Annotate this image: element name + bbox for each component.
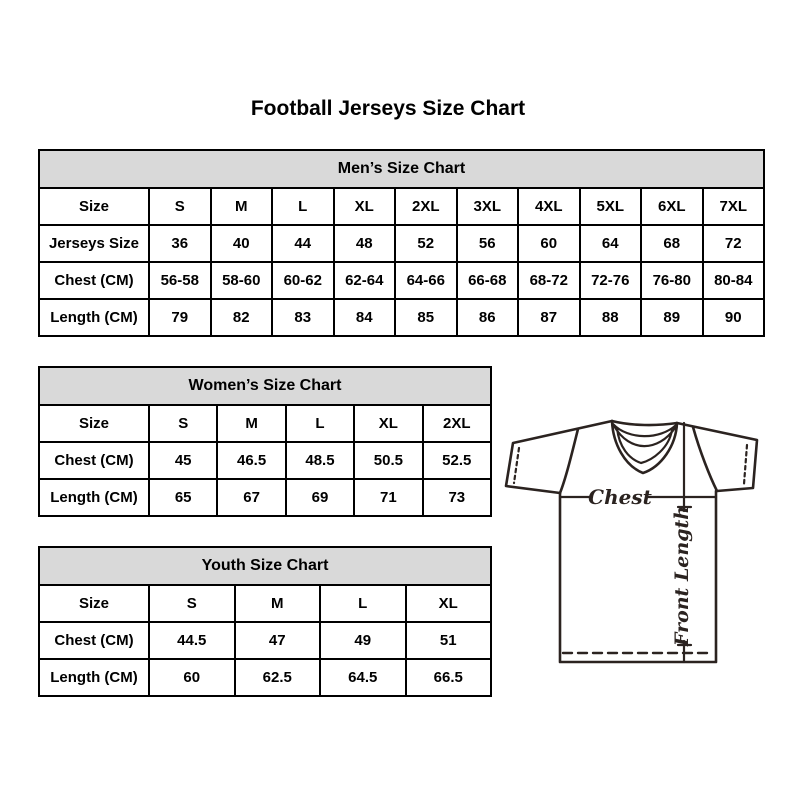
row-label-cell: Jerseys Size xyxy=(39,225,149,262)
value-cell: 2XL xyxy=(423,405,491,442)
value-cell: XL xyxy=(406,585,492,622)
row-label-cell: Chest (CM) xyxy=(39,262,149,299)
chest-label: Chest xyxy=(588,485,652,509)
mens-size-table xyxy=(38,149,765,337)
value-cell: 67 xyxy=(217,479,285,516)
left-cuff-dashed-line xyxy=(514,448,519,483)
value-cell: 72-76 xyxy=(580,262,642,299)
value-cell: 58-60 xyxy=(211,262,273,299)
value-cell: M xyxy=(217,405,285,442)
value-cell: 65 xyxy=(149,479,217,516)
value-cell: 40 xyxy=(211,225,273,262)
value-cell: 46.5 xyxy=(217,442,285,479)
value-cell: 82 xyxy=(211,299,273,336)
row-label-cell: Length (CM) xyxy=(39,479,149,516)
table-row xyxy=(39,405,491,442)
value-cell: 86 xyxy=(457,299,519,336)
value-cell: 66-68 xyxy=(457,262,519,299)
row-label-cell: Chest (CM) xyxy=(39,622,149,659)
value-cell: 4XL xyxy=(518,188,580,225)
value-cell: 6XL xyxy=(641,188,703,225)
left-sleeve-outline xyxy=(506,421,612,493)
value-cell: XL xyxy=(334,188,396,225)
value-cell: 47 xyxy=(235,622,321,659)
table-header-cell: Youth Size Chart xyxy=(39,547,491,585)
value-cell: 72 xyxy=(703,225,765,262)
row-label-cell: Length (CM) xyxy=(39,299,149,336)
value-cell: 56 xyxy=(457,225,519,262)
value-cell: L xyxy=(272,188,334,225)
value-cell: 85 xyxy=(395,299,457,336)
value-cell: 64-66 xyxy=(395,262,457,299)
value-cell: 79 xyxy=(149,299,211,336)
value-cell: 45 xyxy=(149,442,217,479)
value-cell: 88 xyxy=(580,299,642,336)
value-cell: L xyxy=(286,405,354,442)
table-header-cell: Women’s Size Chart xyxy=(39,367,491,405)
table-header-cell: Men’s Size Chart xyxy=(39,150,764,188)
table-row xyxy=(39,622,491,659)
table-row xyxy=(39,299,764,336)
value-cell: 89 xyxy=(641,299,703,336)
table-row xyxy=(39,442,491,479)
value-cell: 87 xyxy=(518,299,580,336)
left-armhole-seam xyxy=(560,429,578,493)
value-cell: 66.5 xyxy=(406,659,492,696)
value-cell: 48 xyxy=(334,225,396,262)
value-cell: S xyxy=(149,188,211,225)
table-row xyxy=(39,188,764,225)
value-cell: 83 xyxy=(272,299,334,336)
right-armhole-seam xyxy=(693,427,717,491)
value-cell: 2XL xyxy=(395,188,457,225)
value-cell: 68-72 xyxy=(518,262,580,299)
value-cell: 52.5 xyxy=(423,442,491,479)
value-cell: 44.5 xyxy=(149,622,235,659)
page-title: Football Jerseys Size Chart xyxy=(250,97,526,120)
value-cell: 71 xyxy=(354,479,422,516)
value-cell: 64 xyxy=(580,225,642,262)
value-cell: 60-62 xyxy=(272,262,334,299)
table-row xyxy=(39,659,491,696)
table-header-row xyxy=(39,367,491,405)
value-cell: 69 xyxy=(286,479,354,516)
front-length-label: Front Length xyxy=(671,505,693,647)
womens-size-table xyxy=(38,366,492,517)
row-label-cell: Chest (CM) xyxy=(39,442,149,479)
value-cell: 7XL xyxy=(703,188,765,225)
value-cell: L xyxy=(320,585,406,622)
value-cell: 50.5 xyxy=(354,442,422,479)
jersey-measurement-diagram xyxy=(497,410,769,668)
value-cell: 3XL xyxy=(457,188,519,225)
value-cell: S xyxy=(149,585,235,622)
value-cell: XL xyxy=(354,405,422,442)
value-cell: 62.5 xyxy=(235,659,321,696)
value-cell: 80-84 xyxy=(703,262,765,299)
table-row xyxy=(39,585,491,622)
value-cell: 84 xyxy=(334,299,396,336)
value-cell: 51 xyxy=(406,622,492,659)
value-cell: 60 xyxy=(518,225,580,262)
youth-size-table xyxy=(38,546,492,697)
value-cell: 73 xyxy=(423,479,491,516)
table-row xyxy=(39,262,764,299)
value-cell: 56-58 xyxy=(149,262,211,299)
value-cell: 64.5 xyxy=(320,659,406,696)
value-cell: 62-64 xyxy=(334,262,396,299)
value-cell: M xyxy=(235,585,321,622)
row-label-cell: Size xyxy=(39,585,149,622)
value-cell: 90 xyxy=(703,299,765,336)
value-cell: 52 xyxy=(395,225,457,262)
value-cell: 36 xyxy=(149,225,211,262)
value-cell: S xyxy=(149,405,217,442)
value-cell: 60 xyxy=(149,659,235,696)
value-cell: 48.5 xyxy=(286,442,354,479)
value-cell: 76-80 xyxy=(641,262,703,299)
table-header-row xyxy=(39,547,491,585)
table-header-row xyxy=(39,150,764,188)
right-cuff-dashed-line xyxy=(744,445,747,484)
value-cell: 5XL xyxy=(580,188,642,225)
table-row xyxy=(39,479,491,516)
value-cell: M xyxy=(211,188,273,225)
value-cell: 44 xyxy=(272,225,334,262)
value-cell: 68 xyxy=(641,225,703,262)
table-row xyxy=(39,225,764,262)
row-label-cell: Length (CM) xyxy=(39,659,149,696)
value-cell: 49 xyxy=(320,622,406,659)
row-label-cell: Size xyxy=(39,405,149,442)
row-label-cell: Size xyxy=(39,188,149,225)
